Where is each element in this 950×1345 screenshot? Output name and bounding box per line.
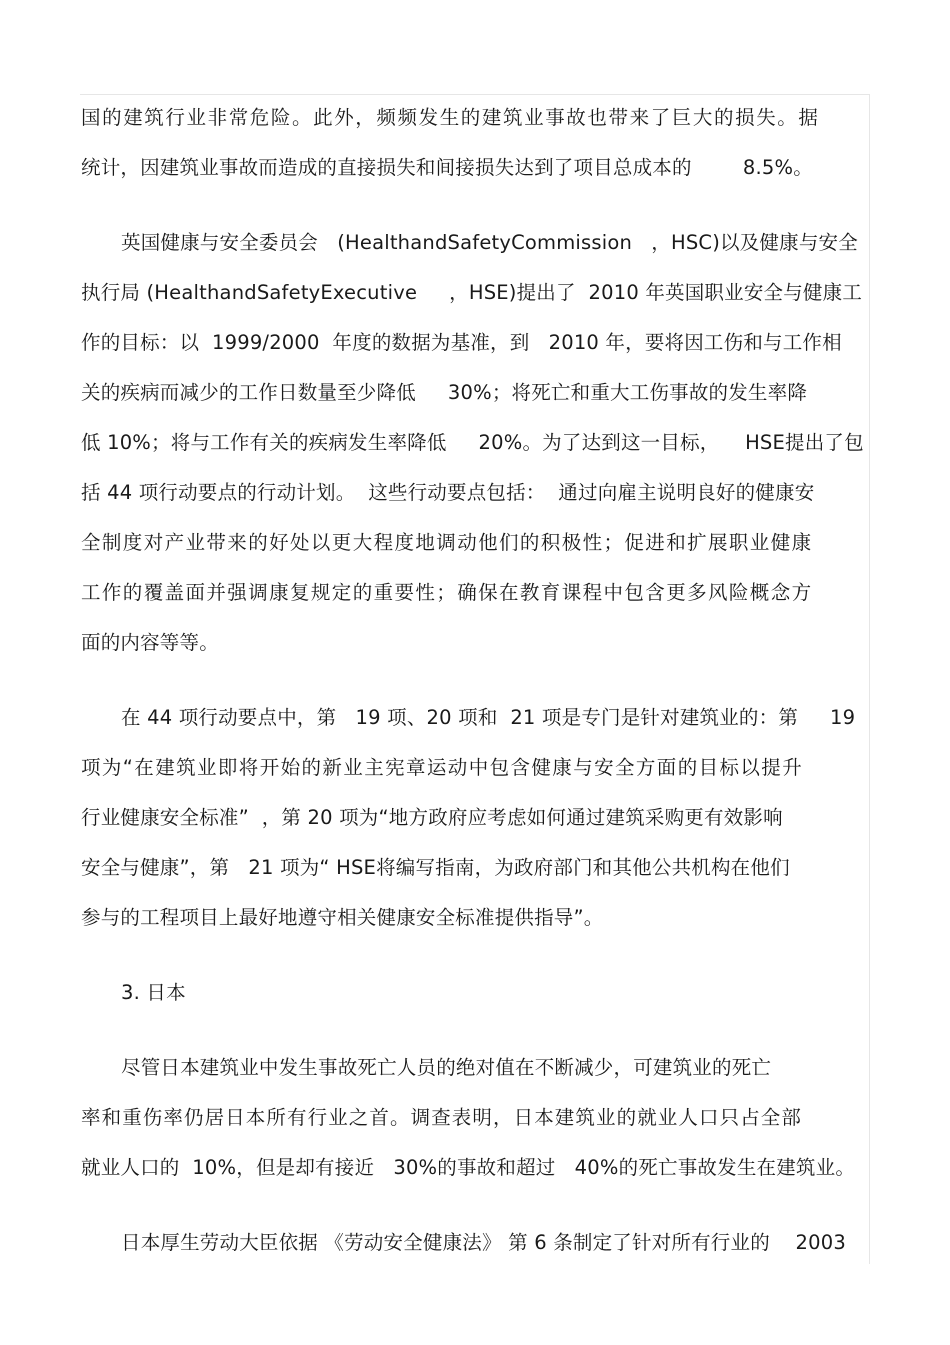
section-heading: 3. 日本 — [121, 981, 186, 1004]
text-line: 行业健康安全标准” ，第 20 项为“地方政府应考虑如何通过建筑采购更有效影响 — [81, 806, 783, 829]
text-line: 安全与健康”，第 21 项为“ HSE将编写指南，为政府部门和其他公共机构在他们 — [81, 856, 790, 879]
text-line: 日本厚生劳动大臣依据 《劳动安全健康法》 第 6 条制定了针对所有行业的 2003 — [121, 1231, 846, 1254]
text-line: 面的内容等等。 — [81, 631, 219, 654]
page-border-right — [869, 94, 870, 1264]
text-line: 低 10%；将与工作有关的疾病发生率降低 20%。为了达到这一目标， HSE提出了包 — [81, 431, 864, 454]
text-line: 就业人口的 10%，但是却有接近 30%的事故和超过 40%的死亡事故发生在建筑业。 — [81, 1156, 856, 1179]
text-line: 作的目标：以 1999/2000 年度的数据为基准，到 2010 年，要将因工伤和与工作相 — [81, 331, 842, 354]
text-line: 执行局 (HealthandSafetyExecutive ，HSE)提出了 2010 年英国职业安全与健康工 — [81, 281, 863, 304]
text-line: 在 44 项行动要点中，第 19 项、20 项和 21 项是专门是针对建筑业的：第 19 — [121, 706, 856, 729]
page-border-top — [80, 94, 870, 95]
text-line: 率和重伤率仍居日本所有行业之首。调查表明，日本建筑业的就业人口只占全部 — [81, 1106, 803, 1129]
text-line: 国的建筑行业非常危险。此外，频频发生的建筑业事故也带来了巨大的损失。据 — [81, 106, 820, 129]
text-line: 括 44 项行动要点的行动计划。 这些行动要点包括： 通过向雇主说明良好的健康安 — [81, 481, 815, 504]
text-line: 关的疾病而减少的工作日数量至少降低 30%；将死亡和重大工伤事故的发生率降 — [81, 381, 808, 404]
text-line: 项为“在建筑业即将开始的新业主宪章运动中包含健康与安全方面的目标以提升 — [81, 756, 804, 779]
text-line: 统计，因建筑业事故而造成的直接损失和间接损失达到了项目总成本的 8.5%。 — [81, 156, 813, 179]
text-line: 尽管日本建筑业中发生事故死亡人员的绝对值在不断减少，可建筑业的死亡 — [121, 1056, 772, 1079]
text-line: 参与的工程项目上最好地遵守相关健康安全标准提供指导”。 — [81, 906, 604, 929]
text-line: 工作的覆盖面并强调康复规定的重要性；确保在教育课程中包含更多风险概念方 — [81, 581, 813, 604]
text-line: 英国健康与安全委员会 (HealthandSafetyCommission ，HSC)以及健康与安全 — [121, 231, 858, 254]
text-line: 全制度对产业带来的好处以更大程度地调动他们的积极性；促进和扩展职业健康 — [81, 531, 813, 554]
